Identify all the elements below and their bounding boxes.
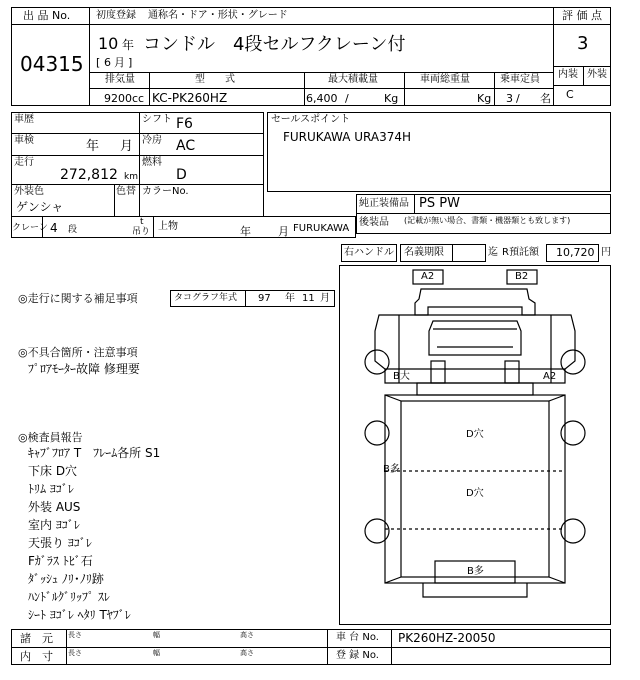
ac-label: 冷房: [142, 135, 162, 146]
mileage-value: 272,812: [60, 167, 118, 183]
footer-div1: [66, 629, 67, 665]
history-line2: [11, 155, 264, 156]
inspection-label: 車検: [14, 135, 34, 146]
mark-d-hole-2: D穴: [466, 488, 484, 499]
reg-year: 10: [98, 34, 119, 53]
mark-b2-top: B2: [515, 271, 529, 282]
fuel-value: D: [176, 167, 187, 183]
score-sub-divider: [583, 66, 584, 86]
equipment-line: [356, 213, 611, 214]
equipment-value: PS PW: [419, 196, 460, 211]
tacho-month: 11: [302, 293, 315, 304]
steering: 右ハンドル: [344, 247, 394, 258]
interior-row-label: 内 寸: [20, 650, 53, 663]
recycle-value: 10,720: [556, 246, 595, 259]
reg-month: 6: [104, 56, 111, 69]
fuel-label: 燃料: [142, 157, 162, 168]
crane-label: クレーン: [12, 223, 48, 233]
color-num-label: 色替: [116, 186, 136, 197]
crane-tons: t: [140, 217, 144, 227]
capacity-unit: 名: [540, 92, 551, 105]
displacement-cc: cc: [132, 92, 145, 105]
verify-label: 迄: [488, 247, 498, 258]
specs-div4: [494, 72, 495, 106]
specs-row-label: 諸 元: [20, 632, 53, 645]
crane-div2: [153, 216, 154, 238]
running-title: ◎走行に関する補足事項: [18, 292, 138, 305]
tacho-label: タコグラフ年式: [174, 293, 238, 303]
max-load-label: 最大積載量: [328, 74, 378, 85]
interior-label: 内装: [558, 69, 578, 80]
inspector-line: 下床 D穴: [28, 464, 78, 478]
mark-b-many-left: B多: [383, 464, 400, 475]
tacho-year: 97: [258, 293, 271, 304]
color-label: 外装色: [14, 186, 44, 197]
crane-post-left: [431, 361, 445, 383]
crane-top-label: 上物: [158, 221, 178, 232]
score-sub-line: [553, 66, 611, 67]
displacement: 9200: [104, 92, 132, 105]
displacement-label: 排気量: [105, 74, 135, 85]
mark-b-many-bottom: B多: [467, 566, 484, 577]
footer-div2: [327, 629, 328, 665]
inspector-line: ﾊﾝﾄﾞﾙｸﾞﾘｯﾌﾟ ｽﾚ: [28, 590, 110, 604]
color-value: ゲンシャ: [16, 200, 64, 214]
tacho-year-unit: 年: [285, 293, 295, 304]
capacity-slash: /: [516, 92, 520, 105]
score-label: 評 価 点: [562, 9, 602, 22]
score-value: 3: [577, 33, 589, 54]
cab-roof: [415, 289, 535, 315]
color-div: [114, 184, 115, 217]
history-line3: [11, 184, 264, 185]
max-load: 6,400: [306, 92, 338, 105]
sales-point-text: FURUKAWA URA374H: [283, 130, 412, 144]
inspector-line: ﾀﾞｯｼｭ ﾉﾘ･ﾉﾘ跡: [28, 572, 104, 586]
truck-diagram: [339, 265, 611, 625]
inspector-line: ﾄﾘﾑ ﾖｺﾞﾚ: [28, 482, 74, 496]
model-code: KC-PK260HZ: [152, 91, 228, 105]
gross-weight-kg: Kg: [477, 92, 492, 105]
crane-maker: FURUKAWA: [293, 223, 350, 234]
inspection-month-unit: 月: [120, 139, 134, 154]
inspector-line: ｼｰﾄ ﾖｺﾞﾚ ﾍﾀﾘ Tﾔﾌﾞﾚ: [28, 608, 131, 622]
score-sub-line2: [553, 85, 611, 86]
mark-d-hole-1: D穴: [466, 429, 484, 440]
name-label: 通称名・ドア・形状・グレード: [148, 10, 288, 21]
history-line1: [11, 133, 264, 134]
equipment-div: [414, 194, 415, 213]
first-reg-label: 初度登録: [96, 10, 136, 21]
crane-stage-unit: 段: [68, 225, 78, 235]
height-label-2: 高さ: [240, 649, 254, 657]
specs-div1: [149, 72, 150, 106]
capacity: 3: [506, 92, 513, 105]
inspection-year-unit: 年: [86, 139, 100, 154]
model-label: 型 式: [195, 74, 235, 85]
name-change-div: [452, 244, 453, 262]
height-label-1: 高さ: [240, 631, 254, 639]
width-label-1: 幅: [153, 631, 160, 639]
aftermarket-label: 後装品: [359, 217, 389, 228]
footer-mid-line: [11, 647, 611, 648]
score-label-line: [553, 24, 611, 25]
crane-month-unit: 月: [278, 225, 289, 238]
lot-number: 04315: [20, 52, 84, 76]
windshield-lines: [433, 329, 517, 347]
equipment-label: 純正装備品: [359, 198, 409, 209]
recycle-yen: 円: [601, 247, 611, 258]
max-load-kg: Kg: [384, 92, 399, 105]
mark-a2-top: A2: [421, 271, 435, 282]
title-header-line: [89, 24, 554, 25]
crane-year-unit: 年: [240, 225, 251, 238]
windshield: [429, 321, 521, 355]
reg-no-label: 登 録 No.: [336, 650, 379, 661]
specs-mid-line: [89, 88, 554, 89]
defects-title: ◎不具合箇所・注意事項: [18, 346, 138, 359]
length-label-1: 長さ: [68, 631, 82, 639]
exterior-label: 外装: [587, 69, 607, 80]
mileage-unit: km: [124, 172, 138, 182]
gross-weight-label: 車両総重量: [420, 74, 470, 85]
color-no-label: カラーNo.: [142, 186, 189, 197]
inspector-line: 天張り ﾖｺﾞﾚ: [28, 536, 92, 550]
specs-div2: [304, 72, 305, 106]
length-label-2: 長さ: [68, 649, 82, 657]
rear-bumper: [423, 583, 527, 597]
mark-a2-right: A2: [543, 371, 557, 382]
recycle-label: R預託額: [502, 247, 539, 258]
capacity-label: 乗車定員: [500, 74, 540, 85]
shift-label: シフト: [142, 114, 172, 125]
max-load-slash: /: [345, 92, 349, 105]
mileage-label: 走行: [14, 157, 34, 168]
width-label-2: 幅: [153, 649, 160, 657]
name-change-label: 名義期限: [404, 247, 444, 258]
inspector-line: Fｶﾞﾗｽ ﾄﾋﾞ石: [28, 554, 93, 568]
model-name: コンドル 4段セルフクレーン付: [143, 34, 406, 55]
crane-stages: 4: [50, 221, 58, 235]
reg-month-unit: 月: [114, 56, 125, 69]
reg-month-bracket-close: ]: [128, 56, 133, 69]
defects-text: ﾌﾟﾛｱﾓｰﾀｰ故障 修理要: [28, 362, 140, 376]
aftermarket-note: (記載が無い場合、書類・機器類とも致します): [404, 216, 571, 225]
crane-hang-label: 吊り: [132, 227, 151, 237]
lot-label-line: [11, 24, 90, 25]
lot-label: 出 品 No.: [23, 9, 71, 22]
footer-div3: [391, 629, 392, 665]
specs-div3: [404, 72, 405, 106]
reg-month-bracket: [: [96, 56, 101, 69]
chassis-label: 車 台 No.: [336, 632, 379, 643]
crane-post-right: [505, 361, 519, 383]
history-div-v: [139, 112, 140, 217]
tacho-month-unit: 月: [320, 293, 330, 304]
reg-year-unit: 年: [122, 38, 135, 52]
shift-value: F6: [176, 116, 193, 132]
inspector-title: ◎検査員報告: [18, 431, 83, 444]
inspector-line: ｷｬﾌﾞﾌﾛｱ T ﾌﾚｰﾑ各所 S1: [28, 446, 161, 460]
chassis-no: PK260HZ-20050: [398, 631, 496, 645]
history-label: 車歴: [14, 114, 34, 125]
interior-grade: C: [566, 88, 574, 101]
ac-value: AC: [176, 138, 196, 154]
crane-mount: [417, 383, 533, 395]
inspector-line: 外装 AUS: [28, 500, 81, 514]
mark-b-large: B大: [393, 371, 410, 382]
inspector-line: 室内 ﾖｺﾞﾚ: [28, 518, 80, 532]
sales-point-label: セールスポイント: [271, 114, 351, 125]
tacho-div: [245, 290, 246, 307]
